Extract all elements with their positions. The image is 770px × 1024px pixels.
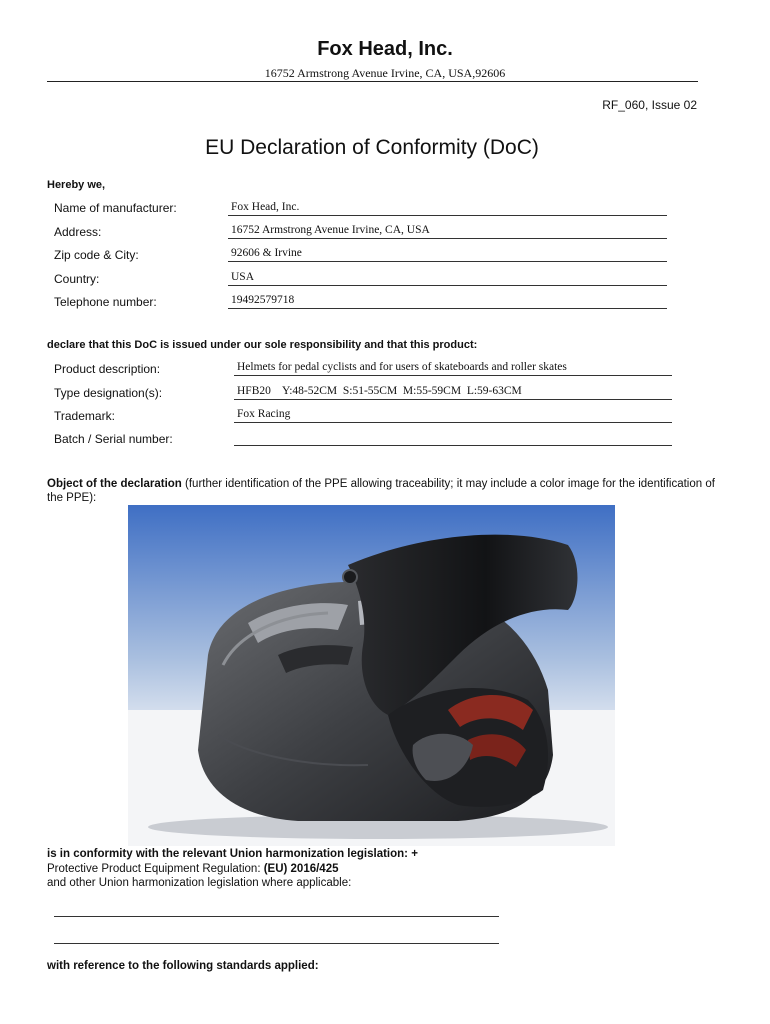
trademark-label: Trademark: (54, 409, 115, 423)
company-name: Fox Head, Inc. (317, 38, 453, 60)
telephone-field[interactable]: 19492579718 (228, 293, 667, 309)
ppe-regulation-number: (EU) 2016/425 (263, 863, 339, 875)
address-label: Address: (54, 225, 102, 239)
batch-serial-field[interactable] (234, 430, 672, 446)
country-field[interactable]: USA (228, 270, 667, 286)
object-description: (further identification of the PPE allowing traceability; it may include a color image for the identification of the PPE): (47, 478, 715, 504)
standards-heading: with reference to the following standards applied: (47, 960, 319, 972)
legislation-entry-line-2[interactable] (54, 943, 499, 944)
manufacturer-name-label: Name of manufacturer: (54, 201, 177, 215)
object-heading: Object of the declaration (47, 478, 182, 490)
manufacturer-name-field[interactable]: Fox Head, Inc. (228, 200, 667, 216)
declaration-statement: declare that this DoC is issued under our sole responsibility and that this product: (47, 339, 478, 351)
telephone-label: Telephone number: (54, 295, 157, 309)
ppe-regulation-line (47, 863, 339, 875)
zip-city-label: Zip code & City: (54, 248, 139, 262)
country-label: Country: (54, 272, 100, 286)
company-address: 16752 Armstrong Avenue Irvine, CA, USA,92606 (264, 66, 506, 80)
trademark-field[interactable]: Fox Racing (234, 407, 672, 423)
type-designation-field[interactable]: HFB20 Y:48-52CM S:51-55CM M:55-59CM L:59-63CM (234, 384, 672, 400)
other-legislation-line: and other Union harmonization legislation where applicable: (47, 877, 352, 889)
product-description-field[interactable]: Helmets for pedal cyclists and for users of skateboards and roller skates (234, 360, 672, 376)
batch-serial-label: Batch / Serial number: (54, 432, 173, 446)
address-field[interactable]: 16752 Armstrong Avenue Irvine, CA, USA (228, 223, 667, 239)
header-divider (47, 81, 698, 82)
page-title: EU Declaration of Conformity (DoC) (205, 136, 539, 159)
helmet-photo (128, 505, 615, 846)
conformity-statement: is in conformity with the relevant Union harmonization legislation: + (47, 848, 418, 860)
ppe-regulation-label: Protective Product Equipment Regulation: (47, 863, 264, 875)
type-designation-label: Type designation(s): (54, 386, 163, 400)
hereby-intro: Hereby we, (47, 179, 106, 191)
zip-city-field[interactable]: 92606 & Irvine (228, 246, 667, 262)
product-description-label: Product description: (54, 362, 161, 376)
legislation-entry-line-1[interactable] (54, 916, 499, 917)
object-of-declaration (47, 477, 727, 505)
document-reference: RF_060, Issue 02 (602, 98, 697, 112)
